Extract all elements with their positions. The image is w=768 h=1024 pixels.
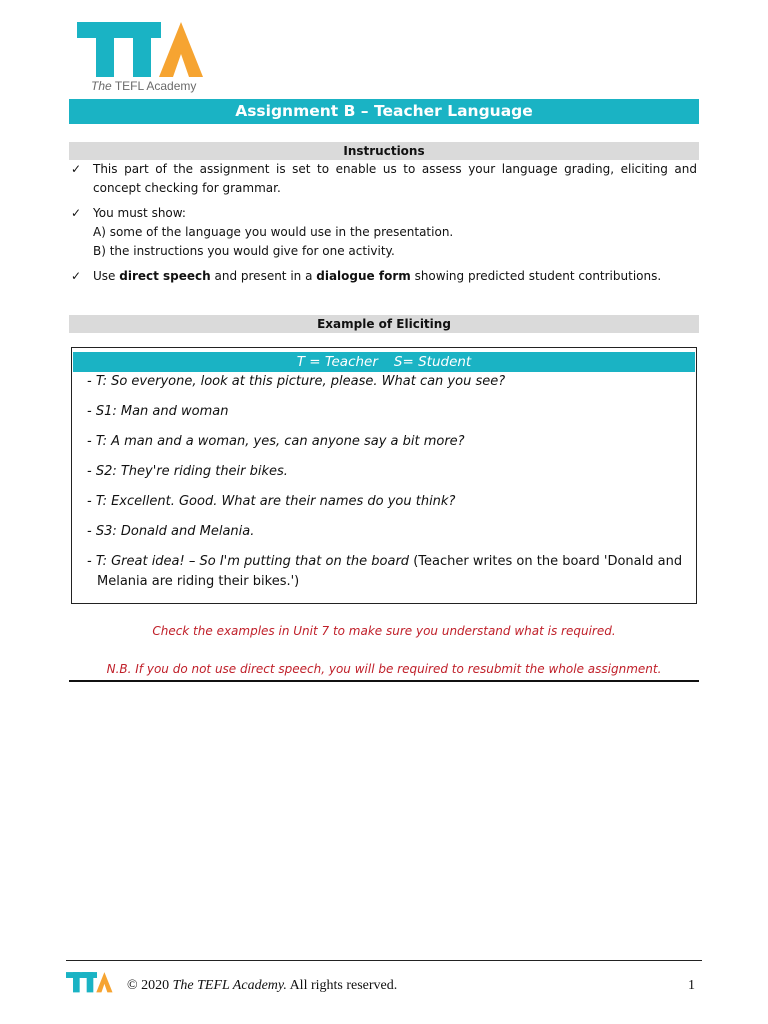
dialogue-line: - T: A man and a woman, yes, can anyone say a bit more? — [87, 434, 465, 449]
footer-tta-logo — [66, 970, 114, 1000]
dialogue-line: - S3: Donald and Melania. — [87, 524, 255, 539]
divider — [69, 680, 699, 682]
assignment-title: Assignment B – Teacher Language — [69, 99, 699, 124]
checkmark-icon: ✓ — [71, 206, 82, 220]
page-number: 1 — [688, 978, 695, 993]
checkmark-icon: ✓ — [71, 162, 82, 176]
instructions-heading: Instructions — [69, 142, 699, 160]
dialogue-line: - S1: Man and woman — [87, 404, 229, 419]
footer-divider — [66, 960, 702, 961]
nb-note: N.B. If you do not use direct speech, you will be required to resubmit the whole assignment. — [106, 662, 662, 676]
dialogue-lines — [72, 372, 696, 592]
instruction-item: ✓ This part of the assignment is set to enable us to assess your language grading, eliciting and concept checking for grammar. — [71, 162, 697, 195]
check-examples-note: Check the examples in Unit 7 to make sure you understand what is required. — [152, 624, 616, 638]
example-heading: Example of Eliciting — [69, 315, 699, 333]
instructions-list — [69, 160, 697, 292]
dialogue-line: - T: Excellent. Good. What are their names do you think? — [87, 494, 456, 509]
checkmark-icon: ✓ — [71, 269, 82, 283]
legend-bar: T = Teacher S= Student — [73, 352, 695, 372]
instruction-item: ✓ You must show: A) some of the language you would use in the presentation. B) the instructions you would give for one activity. — [71, 206, 454, 258]
instruction-item: ✓ Use direct speech and present in a dialogue form showing predicted student contributions. — [69, 267, 697, 286]
logo-tagline: The TEFL Academy — [91, 79, 197, 93]
copyright: © 2020 The TEFL Academy. All rights reserved. — [127, 978, 398, 993]
dialogue-line: - S2: They're riding their bikes. — [87, 464, 288, 479]
dialogue-line: - T: Great idea! – So I'm putting that on the board (Teacher writes on the board 'Donald and Melania are riding their bikes.') — [87, 554, 683, 589]
dialogue-line: - T: So everyone, look at this picture, please. What can you see? — [87, 374, 506, 389]
example-box — [71, 347, 697, 604]
